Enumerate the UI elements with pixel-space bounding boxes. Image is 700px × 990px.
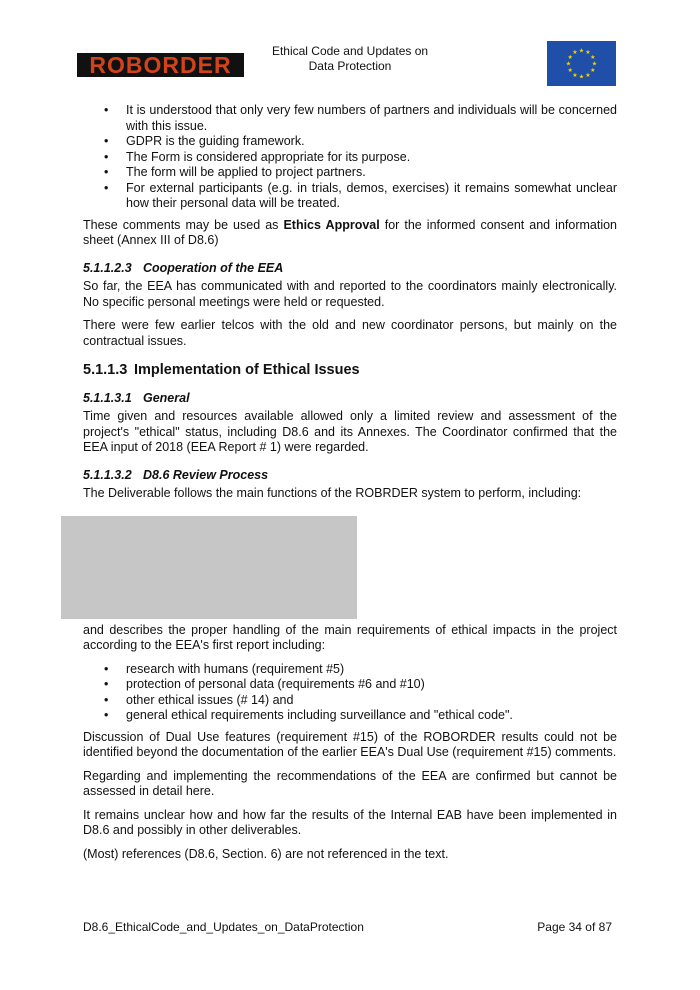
list-item: • GDPR is the guiding framework.	[104, 134, 305, 148]
eu-star-icon: ★	[565, 60, 572, 68]
eu-flag-icon	[547, 41, 616, 86]
heading-cooperation-eea: 5.1.1.2.3 Cooperation of the EEA	[83, 260, 284, 275]
roborder-logo	[77, 53, 244, 77]
list-item: • general ethical requirements including surveillance and "ethical code".	[104, 708, 513, 722]
eu-star-icon: ★	[585, 71, 591, 79]
header-title-line2: Data Protection	[308, 59, 392, 73]
list-item: • research with humans (requirement #5)	[104, 661, 345, 676]
list-item: • It is understood that only very few numbers of partners and individuals will be concerned with this issue.	[104, 103, 617, 133]
paragraph: Time given and resources available allowed only a limited review and assessment of the project's "ethical" status, including D8.6 and its Annexes. The Coordinator confirmed that the EEA input of 2018 (EEA Report # 1) were regarded.	[83, 409, 617, 454]
eu-star-icon: ★	[578, 73, 585, 81]
bullet-list-top	[83, 103, 617, 212]
eu-star-icon: ★	[567, 54, 573, 61]
header-title-line1: Ethical Code and Updates on	[271, 44, 429, 58]
list-item: • The Form is considered appropriate for its purpose.	[104, 149, 411, 164]
paragraph: The Deliverable follows the main functions of the ROBRDER system to perform, including:	[83, 486, 582, 500]
eu-star-icon: ★	[572, 71, 578, 79]
header-title	[245, 44, 455, 74]
ethics-approval-paragraph: These comments may be used as Ethics Approval for the informed consent and information sheet (Annex III of D8.6)	[83, 217, 618, 247]
eu-star-icon: ★	[590, 54, 596, 61]
list-item: • For external participants (e.g. in trials, demos, exercises) it remains somewhat unclear how their personal data will be treated.	[104, 180, 617, 210]
paragraph: So far, the EEA has communicated with and reported to the coordinators mainly electronically. No specific personal meetings were held or requested.	[83, 279, 617, 309]
paragraph: Discussion of Dual Use features (requirement #15) of the ROBORDER results could not be identified beyond the documentation of the earlier EEA's Dual Use (requirement #15) comments.	[83, 729, 617, 759]
footer-page-number: Page 34 of 87	[537, 920, 612, 934]
eu-star-icon: ★	[590, 67, 596, 74]
redacted-image-placeholder	[61, 516, 357, 619]
list-item: • The form will be applied to project partners.	[104, 165, 366, 179]
heading-implementation-ethical-issues: 5.1.1.3 Implementation of Ethical Issues	[83, 362, 360, 378]
logo-text: ROBORDER	[89, 53, 232, 77]
footer-document-name: D8.6_EthicalCode_and_Updates_on_DataProtection	[83, 920, 364, 934]
eu-star-icon: ★	[567, 67, 573, 74]
paragraph: (Most) references (D8.6, Section. 6) are not referenced in the text.	[83, 846, 449, 861]
eu-star-icon: ★	[591, 60, 598, 68]
paragraph: and describes the proper handling of the main requirements of ethical impacts in the project according to the EEA's first report including:	[83, 622, 617, 652]
heading-review-process: 5.1.1.3.2 D8.6 Review Process	[83, 467, 269, 482]
paragraph: It remains unclear how and how far the results of the Internal EAB have been implemented in D8.6 and possibly in other deliverables.	[83, 807, 617, 837]
heading-general: 5.1.1.3.1 General	[83, 390, 190, 405]
paragraph: Regarding and implementing the recommendations of the EEA are confirmed but cannot be assessed in detail here.	[83, 768, 617, 798]
list-item: • other ethical issues (# 14) and	[104, 692, 294, 707]
eu-star-icon: ★	[578, 47, 585, 55]
main-content	[83, 103, 617, 870]
paragraph: There were few earlier telcos with the old and new coordinator persons, but mainly on the contractual issues.	[83, 318, 617, 348]
list-item: • protection of personal data (requirements #6 and #10)	[104, 677, 425, 691]
eu-star-icon: ★	[572, 49, 578, 57]
bullet-list-requirements	[83, 662, 617, 724]
eu-star-icon: ★	[585, 49, 591, 57]
